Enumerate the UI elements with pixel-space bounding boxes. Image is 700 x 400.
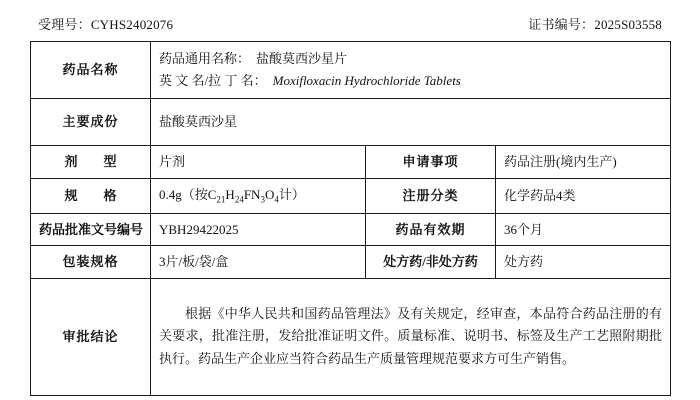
register-class-label: 注册分类 [366,178,496,213]
table-row-package-spec [31,246,671,279]
main-ingredient-value: 盐酸莫西沙星 [151,99,671,146]
acceptance-number-value: CYHS2402076 [90,17,174,32]
application-item-label: 申请事项 [366,146,496,179]
drug-name-label: 药品名称 [31,42,151,99]
table-row-approval-number [31,213,671,246]
drug-name-values [151,42,671,99]
document-header [30,0,670,41]
application-item-value: 药品注册(境内生产) [496,146,671,179]
certificate-number-value: 2025S03558 [594,17,662,32]
table-row-dosage-form [31,146,671,179]
main-ingredient-label: 主要成份 [31,99,151,146]
generic-name-line [159,48,662,70]
package-spec-value: 3片/板/袋/盒 [151,246,366,279]
dosage-form-value: 片剂 [151,146,366,179]
conclusion-label: 审批结论 [31,278,151,395]
prescription-type-value: 处方药 [496,246,671,279]
table-row-conclusion [31,278,671,395]
acceptance-number [38,14,173,33]
approval-number-label: 药品批准文号编号 [31,213,151,246]
generic-name-key: 药品通用名称： [159,51,251,66]
table-row-spec [31,178,671,213]
approval-number-value: YBH29422025 [151,213,366,246]
english-name-line [159,70,662,92]
validity-value: 36个月 [496,213,671,246]
spec-value-text: 0.4g（按$C_{21}H_{24}FN_3O_4$计） [159,186,305,205]
english-name-value: Moxifloxacin Hydrochloride Tablets [272,73,461,89]
certificate-number-label: 证书编号： [528,17,595,32]
generic-name-value: 盐酸莫西沙星片 [256,51,348,66]
certificate-number [528,14,662,33]
acceptance-number-label: 受理号： [38,17,91,32]
validity-label: 药品有效期 [366,213,496,246]
package-spec-label: 包装规格 [31,246,151,279]
table-row-main-ingredient [31,99,671,146]
conclusion-text: 根据《中华人民共和国药品管理法》及有关规定，经审查，本品符合药品注册的有关要求，批准注册，发给批准证明文件。质量标准、说明书、标签及生产工艺照附期批执行。药品生产企业应当符合药品生产质量管理规范要求方可生产销售。 [159,305,663,367]
spec-label: 规 格 [31,178,151,213]
prescription-type-label: 处方药/非处方药 [366,246,496,279]
spec-value [151,178,366,213]
table-row-drug-name [31,42,671,99]
dosage-form-label: 剂 型 [31,146,151,179]
certificate-table [30,41,671,396]
english-name-key: 英 文 名/拉 丁 名： [159,73,267,89]
register-class-value: 化学药品4类 [496,178,671,213]
conclusion-cell [151,278,671,395]
